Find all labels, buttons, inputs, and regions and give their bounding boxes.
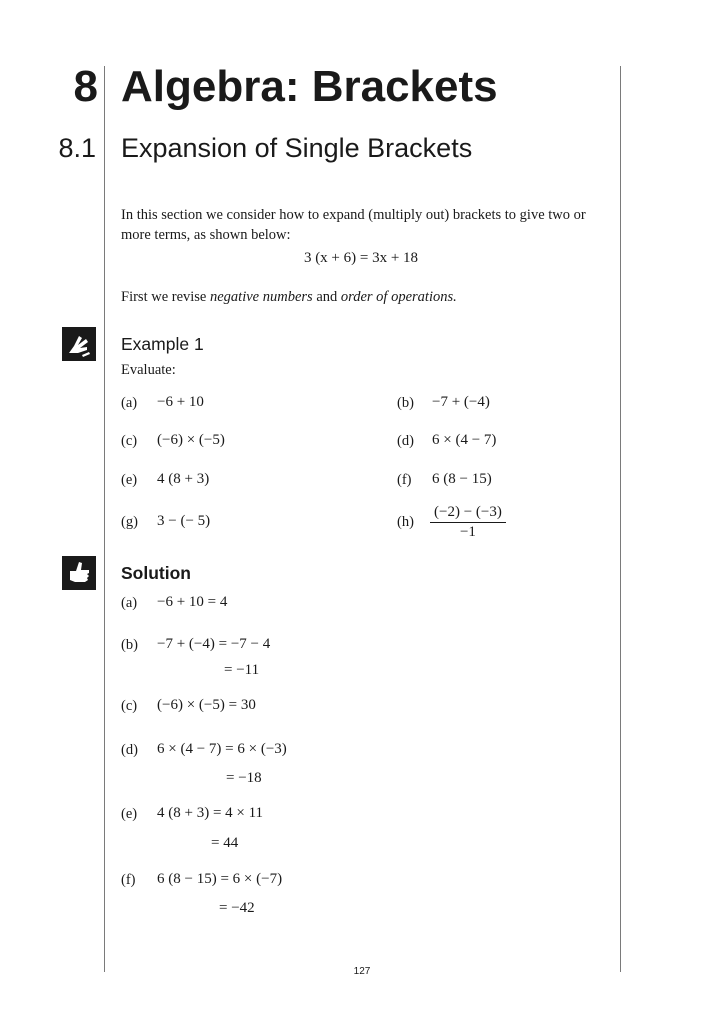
example-item-expression: 3 − (− 5) — [157, 513, 211, 529]
example-item-label: (e) — [121, 472, 138, 488]
thumbs-up-icon — [62, 556, 96, 590]
left-margin-rule — [104, 66, 105, 972]
solution-item-label: (b) — [121, 637, 138, 653]
example-item-label: (h) — [397, 514, 414, 530]
example-item-label: (b) — [397, 395, 414, 411]
solution-line: 6 (8 − 15) = 6 × (−7) — [157, 871, 283, 887]
chapter-number: 8 — [73, 62, 98, 111]
solution-continuation-line: = −18 — [226, 770, 262, 786]
right-margin-rule — [620, 66, 621, 972]
solution-item-label: (d) — [121, 742, 138, 758]
intro-line-2: more terms, as shown below: — [121, 227, 291, 243]
section-title: Expansion of Single Brackets — [121, 133, 473, 163]
example-item-expression: (−6) × (−5) — [157, 432, 225, 448]
example-item-expression: 4 (8 + 3) — [157, 471, 210, 487]
section-number: 8.1 — [58, 133, 96, 163]
revise-prefix: First we revise — [121, 289, 210, 305]
example-item-label: (g) — [121, 514, 138, 530]
fraction-numerator: (−2) − (−3) — [430, 504, 506, 523]
example-item-expression: −7 + (−4) — [432, 394, 490, 410]
intro-equation: 3 (x + 6) = 3x + 18 — [303, 250, 419, 266]
example-item-label: (c) — [121, 433, 138, 449]
intro-paragraph — [121, 205, 601, 245]
solution-item-label: (a) — [121, 595, 138, 611]
solution-item-label: (f) — [121, 872, 136, 888]
hand-pointing-icon — [62, 327, 96, 361]
example-heading: Example 1 — [121, 334, 204, 354]
solution-continuation-line: = 44 — [211, 835, 239, 851]
solution-line: 4 (8 + 3) = 4 × 11 — [157, 805, 264, 821]
revise-sentence — [121, 287, 601, 307]
revise-term-negative-numbers: negative numbers — [210, 289, 313, 305]
solution-continuation-line: = −11 — [224, 662, 260, 678]
solution-line: −6 + 10 = 4 — [157, 594, 228, 610]
example-prompt: Evaluate: — [121, 362, 176, 378]
revise-term-order-of-operations: order of operations. — [340, 289, 457, 305]
solution-item-label: (e) — [121, 806, 138, 822]
example-item-label: (f) — [397, 472, 412, 488]
fraction-denominator: −1 — [459, 524, 476, 540]
solution-line: −7 + (−4) = −7 − 4 — [157, 636, 271, 652]
example-item-label: (d) — [397, 433, 414, 449]
solution-continuation-line: = −42 — [219, 900, 255, 916]
example-item-expression: 6 × (4 − 7) — [432, 432, 497, 448]
solution-line: 6 × (4 − 7) = 6 × (−3) — [157, 741, 287, 757]
example-item-label: (a) — [121, 395, 138, 411]
example-fraction — [430, 504, 506, 541]
example-item-expression: −6 + 10 — [157, 394, 204, 410]
solution-line: (−6) × (−5) = 30 — [157, 697, 256, 713]
solution-heading: Solution — [121, 563, 191, 583]
solution-item-label: (c) — [121, 698, 138, 714]
revise-and: and — [312, 289, 341, 305]
page-number: 127 — [353, 966, 371, 977]
intro-line-1: In this section we consider how to expand (multiply out) brackets to give two or — [121, 207, 586, 223]
example-item-expression: 6 (8 − 15) — [432, 471, 492, 487]
chapter-title: Algebra: Brackets — [121, 62, 498, 111]
